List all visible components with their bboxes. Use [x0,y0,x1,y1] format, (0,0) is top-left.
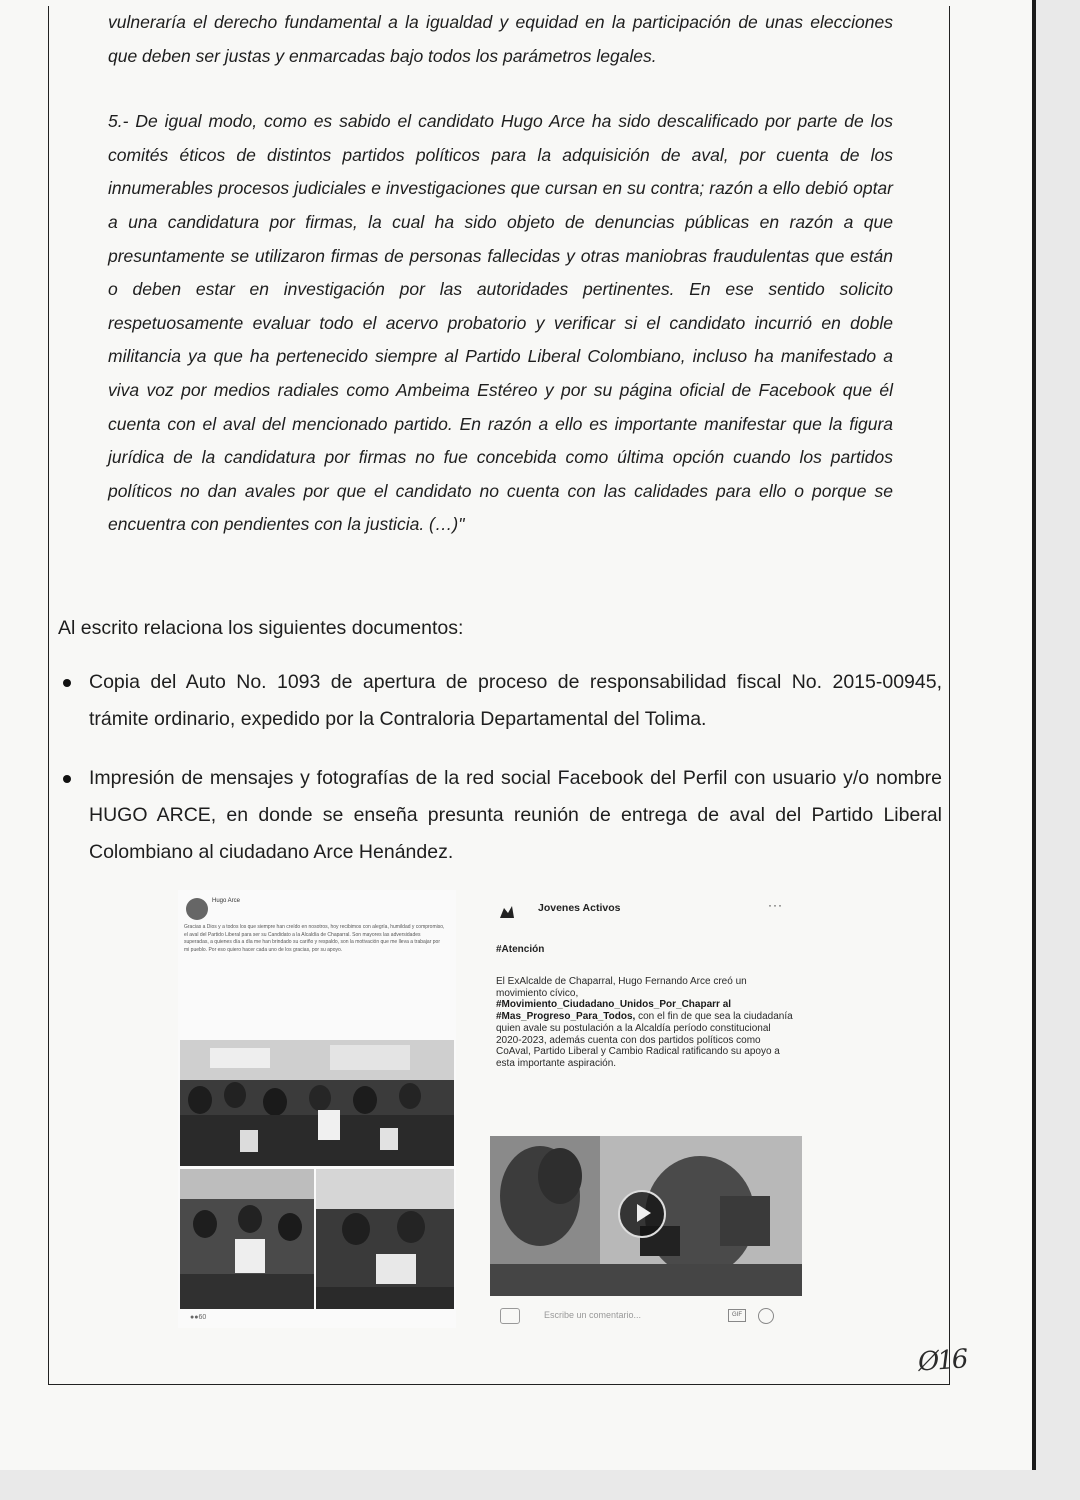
play-button[interactable] [618,1190,666,1238]
facebook-post-hugo-arce [178,890,456,1328]
event-photo-right [316,1169,454,1309]
documents-intro: Al escrito relaciona los siguientes documentos: [58,617,464,639]
gif-icon[interactable]: GIF [728,1309,746,1322]
document-item-text: Impresión de mensajes y fotografías de la red social Facebook del Perfil con usuario y/o nombre HUGO ARCE, en donde se enseña presunta reunión de entrega de aval del Partido Liberal Colombiano al ciudadano Arce Henández. [89,767,942,863]
post-text [496,976,796,1070]
bullet-icon [63,775,71,783]
more-options-icon: ··· [768,898,783,912]
post-text-part-2: con el fin de que sea la ciudadanía quien avale su postulación a la Alcaldía período constitucional 2020-2023, además cuenta con dos partidos políticos como CoAval, Partido Liberal y Cambio Radical ratificando su apoyo a esta importante aspiración. [496,1011,793,1069]
post-author: Hugo Arce [212,898,241,904]
quote-paragraph-top: vulneraría el derecho fundamental a la igualdad y equidad en la participación de unas elecciones que deben ser justas y enmarcadas bajo todos los parámetros legales. [108,12,893,66]
documents-list [58,664,942,893]
event-photo-left [180,1169,314,1309]
page-name: Jovenes Activos [538,902,621,914]
document-item-text: Copia del Auto No. 1093 de apertura de proceso de responsabilidad fiscal No. 2015-00945, trámite ordinario, expedido por la Contraloria Departamental del Tolima. [89,671,942,730]
avatar [186,898,208,920]
list-item [58,760,942,871]
video-thumbnail [490,1136,802,1296]
post-text-part-1: El ExAlcalde de Chaparral, Hugo Fernando Arce creó un movimiento cívico, [496,976,747,999]
comment-input[interactable]: Escribe un comentario... [544,1310,642,1320]
camera-icon[interactable] [500,1308,520,1324]
event-photo-main [180,1040,454,1166]
list-item [58,664,942,738]
post-text: Gracias a Dios y a todos los que siempre han creído en nosotros, hoy recibimos con alegría, humildad y compromiso, el aval del Partido Liberal para ser su Candidato a la Alcaldía de Chaparral. Son mayores las adversidades superadas, a quienes día a día me han brindado su cariño y respaldo, son la motivación que me lleva a trabajar por mi pueblo. Por eso quiero hacer cada uno de los gracias, por su apoyo. [184,924,445,953]
facebook-post-jovenes-activos [486,890,804,1330]
handwritten-page-number: Ø16 [917,1344,968,1378]
page-logo-icon [498,904,516,920]
quoted-letter [108,6,893,542]
emoji-icon[interactable] [758,1308,774,1324]
comment-bar [500,1308,800,1326]
quote-paragraph-5: 5.- De igual modo, como es sabido el candidato Hugo Arce ha sido descalificado por parte de los comités éticos de distintos partidos políticos para la adquisición de aval, por cuenta de los innumerables procesos judiciales e investigaciones que cursan en su contra; razón a ello debió optar a una candidatura por firmas, la cual ha sido objeto de denuncias públicas en razón a que presuntamente se utilizaron firmas de personas fallecidas y otras maniobras fraudulentas que están o deben estar en investigación por las autoridades pertinentes. En ese sentido solicito respetuosamente evaluar todo el acervo probatorio y verificar si el candidato incurrió en doble militancia ya que ha pertenecido siempre al Partido Liberal Colombiano, incluso ha manifestado a viva voz por medios radiales como Ambeima Estéreo y por su página oficial de Facebook que él cuenta con el aval del mencionado partido. En razón a ello es importante manifestar que la figura jurídica de la candidatura por firmas no fue concebida como última opción cuando los partidos políticos no dan avales por que el candidato no cuenta con las calidades para ello o porque se encuentra con pendientes con la justicia. (…)" [108,111,893,535]
post-text-hashtags: #Movimiento_Ciudadano_Unidos_Por_Chaparr al #Mas_Progreso_Para_Todos, [496,999,732,1023]
post-hashtag: #Atención [496,944,545,955]
bullet-icon [63,679,71,687]
reactions-count: ●●60 [190,1314,207,1321]
